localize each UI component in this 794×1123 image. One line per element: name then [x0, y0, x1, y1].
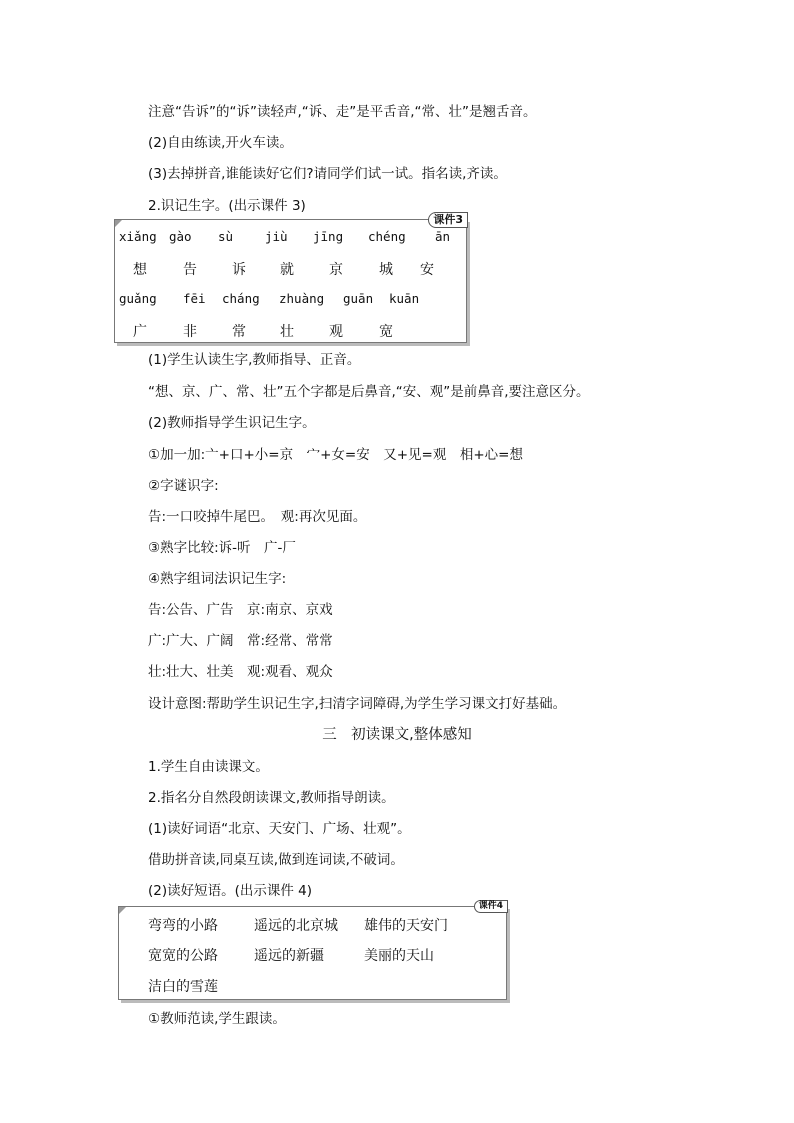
hanzi: 壮 — [280, 324, 294, 340]
pinyin: jīng — [313, 229, 344, 244]
step-line: 壮:壮大、壮美 观:观看、观众 — [148, 664, 333, 680]
hanzi: 常 — [232, 324, 246, 340]
hanzi: 京 — [329, 262, 343, 278]
hanzi: 非 — [183, 324, 197, 340]
step-line: 借助拼音读,同桌互读,做到连词读,不破词。 — [148, 852, 404, 868]
phrase: 宽宽的公路 — [148, 948, 218, 964]
step-line: (2)读好短语。(出示课件 4) — [148, 883, 313, 899]
step-line: ③熟字比较:诉-听 广-厂 — [148, 540, 296, 556]
hanzi: 告 — [183, 262, 197, 278]
phrase: 洁白的雪莲 — [148, 979, 218, 995]
hanzi: 想 — [133, 262, 147, 278]
pinyin: zhuàng — [279, 291, 325, 306]
hanzi: 就 — [280, 262, 294, 278]
step-line: ①加一加:亠+口+小=京 宀+女=安 又+见=观 相+心=想 — [148, 447, 523, 463]
step-line: ①教师范读,学生跟读。 — [148, 1011, 286, 1027]
pinyin: cháng — [222, 291, 260, 306]
hanzi: 广 — [133, 324, 147, 340]
pinyin: guān — [343, 291, 374, 306]
pinyin: sù — [218, 229, 234, 244]
pinyin: xiǎng — [119, 229, 157, 244]
section-heading: 三 初读课文,整体感知 — [322, 727, 472, 743]
pinyin: guǎng — [119, 291, 157, 306]
hanzi: 诉 — [232, 262, 246, 278]
courseware-tag: 课件4 — [474, 900, 508, 913]
step-line: ④熟字组词法识记生字: — [148, 571, 287, 587]
pinyin: ān — [435, 229, 451, 244]
step-line: 告:公告、广告 京:南京、京戏 — [148, 602, 333, 618]
step-line: (3)去掉拼音,谁能读好它们?请同学们试一试。指名读,齐读。 — [148, 166, 507, 182]
step-line: (1)学生认读生字,教师指导、正音。 — [148, 352, 361, 368]
step-line: (1)读好词语“北京、天安门、广场、壮观”。 — [148, 821, 411, 837]
pinyin: gào — [169, 229, 192, 244]
corner-marker — [115, 220, 122, 227]
corner-marker — [119, 907, 126, 914]
hanzi: 观 — [329, 324, 343, 340]
note-line: 注意“告诉”的“诉”读轻声,“诉、走”是平舌音,“常、壮”是翘舌音。 — [148, 104, 537, 120]
hanzi: 安 — [420, 262, 434, 278]
courseware-4-box — [118, 901, 507, 1000]
step-line: ②字谜识字: — [148, 478, 219, 494]
step-line: 2.识记生字。(出示课件 3) — [148, 198, 306, 214]
pinyin: chéng — [368, 229, 406, 244]
courseware-3-box — [114, 213, 467, 343]
step-line: 2.指名分自然段朗读课文,教师指导朗读。 — [148, 790, 395, 806]
phrase: 弯弯的小路 — [148, 918, 218, 934]
step-line: (2)自由练读,开火车读。 — [148, 135, 293, 151]
pinyin: fēi — [183, 291, 206, 306]
phrase: 雄伟的天安门 — [364, 918, 448, 934]
step-line: 告:一口咬掉牛尾巴。 观:再次见面。 — [148, 509, 367, 525]
design-intent: 设计意图:帮助学生识记生字,扫清字词障碍,为学生学习课文打好基础。 — [148, 696, 567, 712]
hanzi: 宽 — [379, 324, 393, 340]
courseware-tag: 课件3 — [428, 212, 468, 228]
phrase: 遥远的新疆 — [254, 948, 324, 964]
pinyin: jiù — [265, 229, 288, 244]
phrase: 美丽的天山 — [364, 948, 434, 964]
step-line: 1.学生自由读课文。 — [148, 759, 269, 775]
step-line: 广:广大、广阔 常:经常、常常 — [148, 633, 333, 649]
hanzi: 城 — [379, 262, 393, 278]
phrase: 遥远的北京城 — [254, 918, 338, 934]
pinyin: kuān — [389, 291, 420, 306]
note-line: “想、京、广、常、壮”五个字都是后鼻音,“安、观”是前鼻音,要注意区分。 — [148, 384, 590, 400]
step-line: (2)教师指导学生识记生字。 — [148, 415, 316, 431]
